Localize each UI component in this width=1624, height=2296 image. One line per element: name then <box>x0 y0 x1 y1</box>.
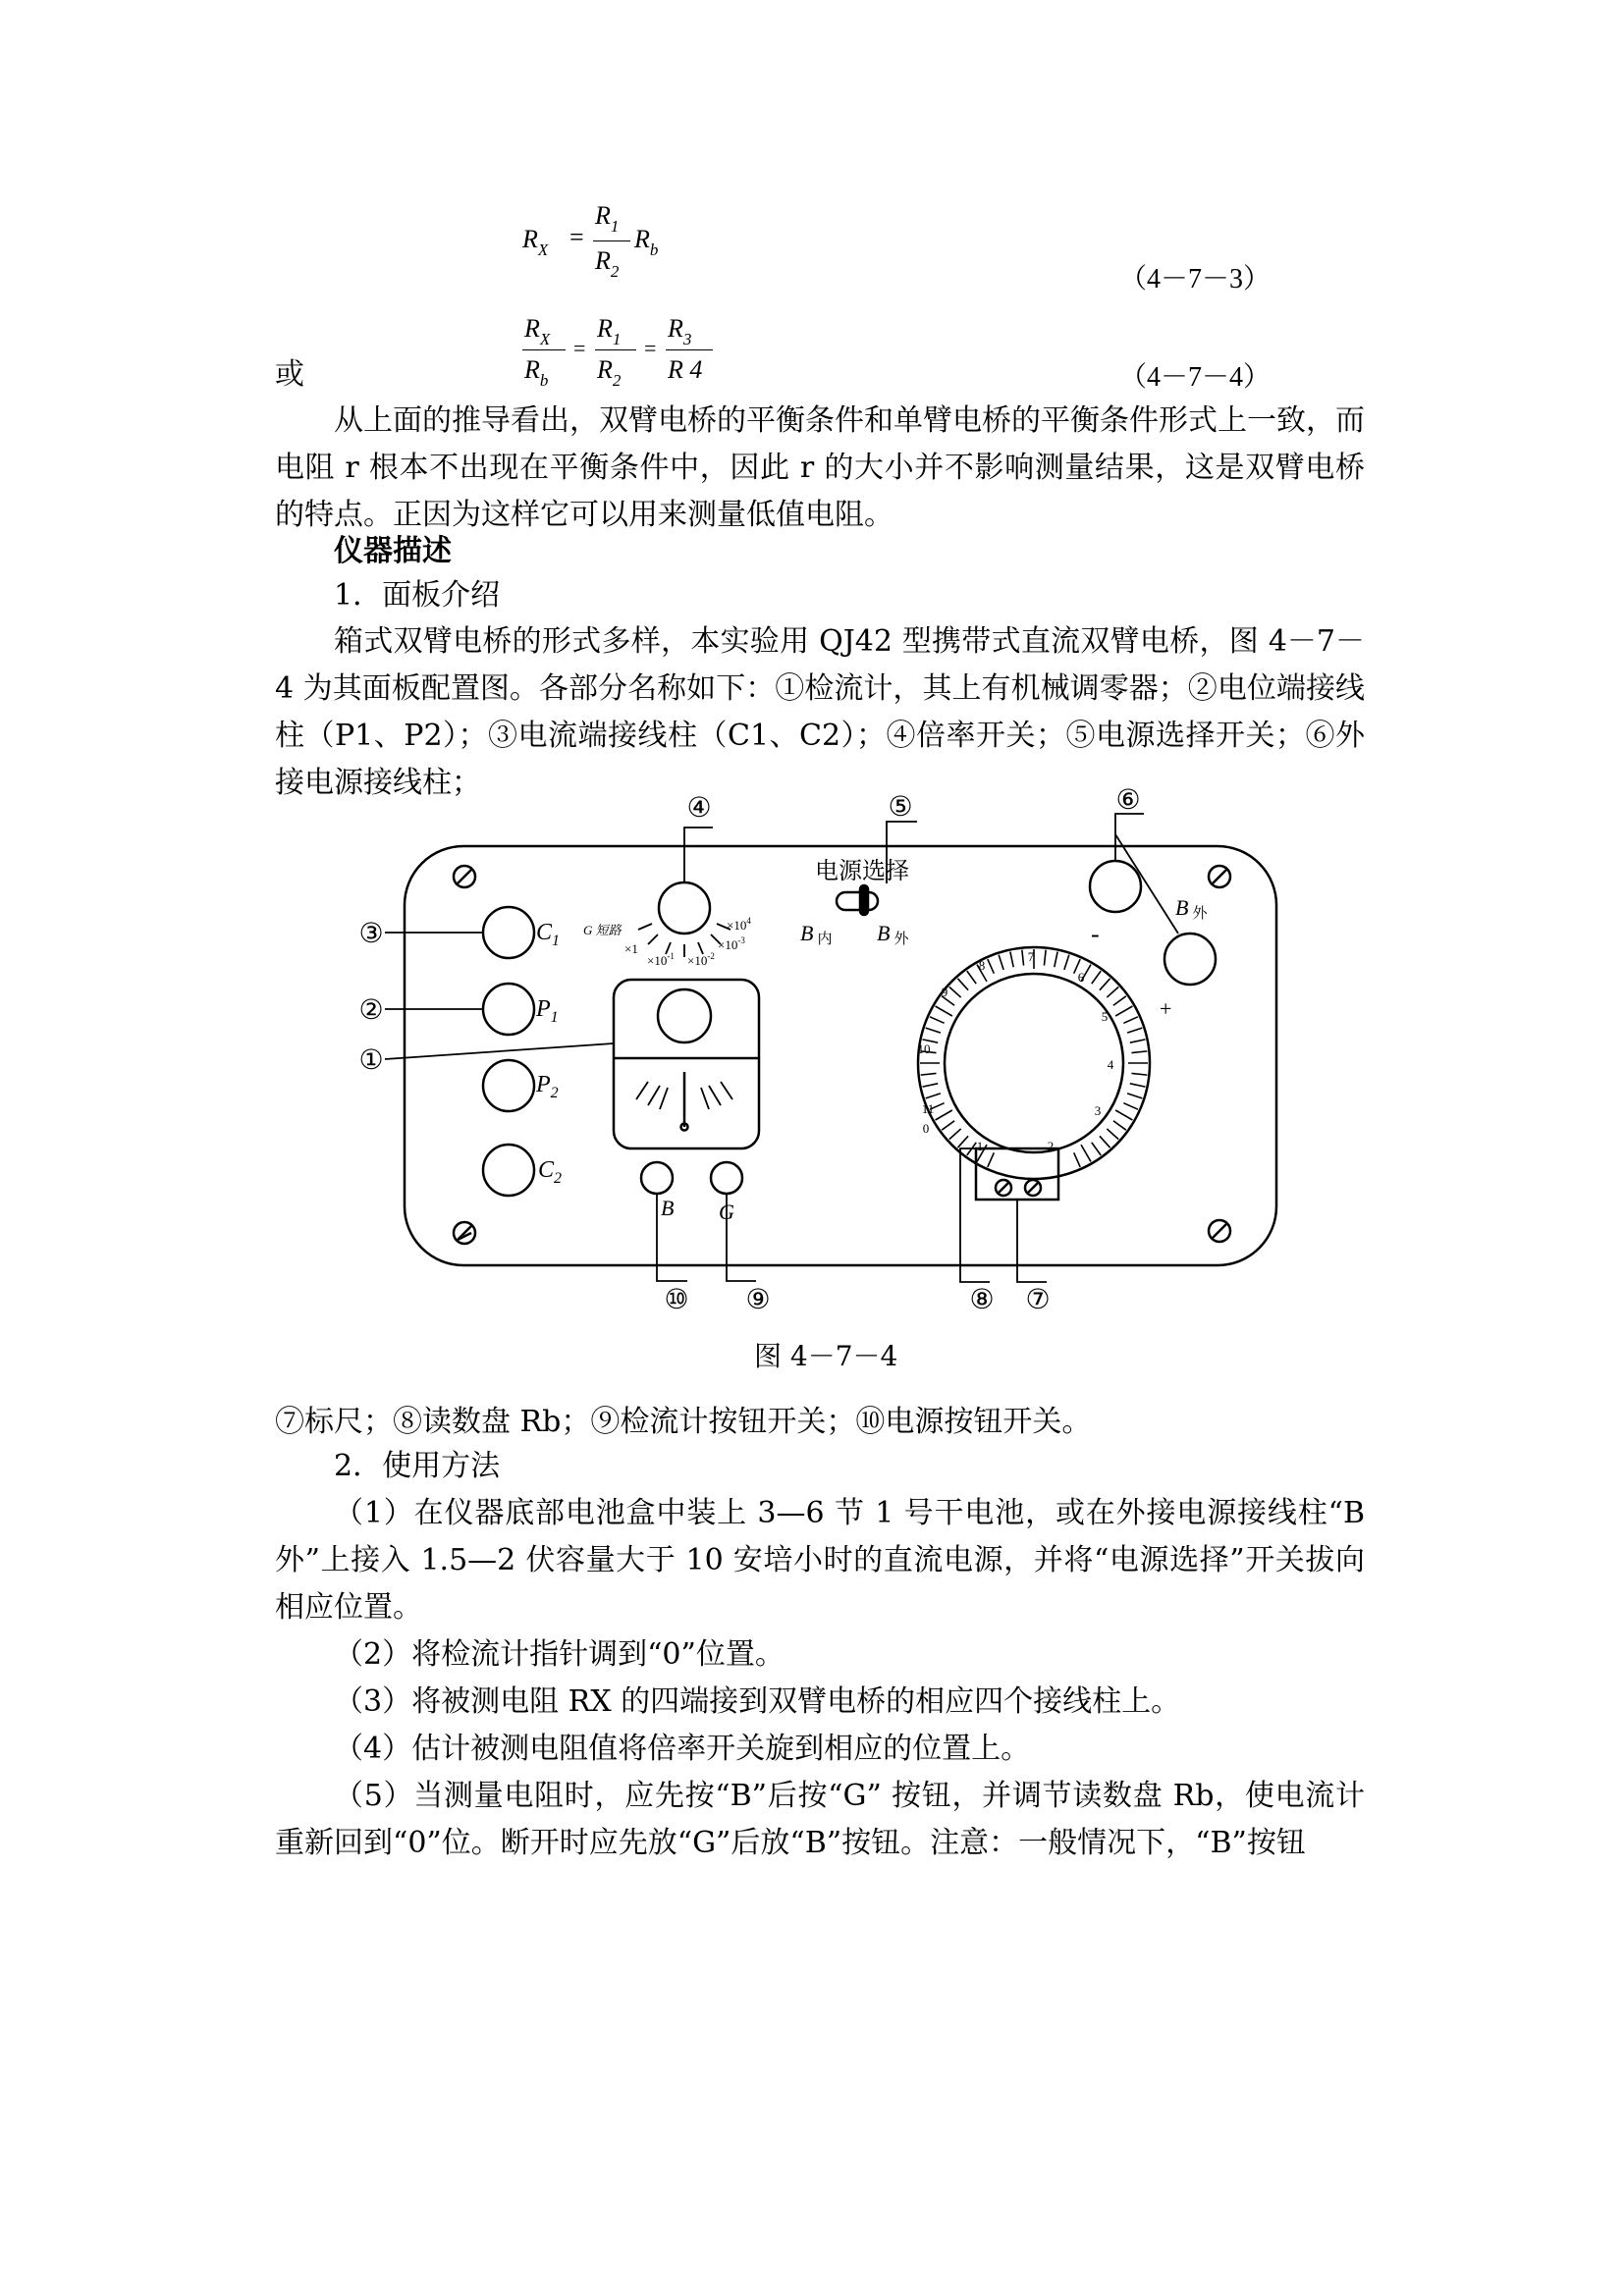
label-x10-minus2: $\times 10^{-2}$ <box>687 951 715 968</box>
callout-4: ④ <box>686 793 712 824</box>
step-4: （4）估计被测电阻值将倍率开关旋到相应的位置上。 <box>334 1732 1031 1766</box>
terminal-c1 <box>483 907 534 958</box>
dial-tick <box>1107 987 1118 997</box>
dial-tick <box>1115 1110 1132 1120</box>
dial-tick <box>921 1073 937 1075</box>
dial-tick <box>926 1028 941 1033</box>
section-heading: 仪器描述 <box>334 534 452 568</box>
dial-tick <box>1022 950 1024 966</box>
dial-tick <box>923 1084 939 1087</box>
power-select-toggle <box>837 892 878 910</box>
dial-tick <box>1107 1129 1118 1140</box>
label-x1: ×1 <box>624 941 638 956</box>
paragraph-balance-condition: 从上面的推导看出，双臂电桥的平衡条件和单臂电桥的平衡条件形式上一致，而电阻 r 根本不出现在平衡条件中，因此 r 的大小并不影响测量结果，这是双臂电桥的特点。正因为这样它可以用来测量低值电阻。 <box>275 403 1365 532</box>
callout-2: ② <box>358 995 384 1026</box>
label-c1: $C_1$ <box>536 920 561 949</box>
dial-tick <box>1074 1152 1081 1167</box>
callout-8: ⑧ <box>969 1285 995 1315</box>
dial-tick <box>949 1129 961 1140</box>
callout-leaders <box>385 814 1178 1282</box>
dial-tick <box>1123 1017 1138 1024</box>
step-2: （2）将检流计指针调到“0”位置。 <box>334 1637 785 1672</box>
dial-number-11: 11 <box>921 1101 935 1116</box>
eq2-number: （4－7－4） <box>1119 362 1272 393</box>
dial-tick <box>999 955 1003 970</box>
label-minus: - <box>1091 920 1100 948</box>
dial-tick <box>936 1110 952 1120</box>
dial-tick <box>957 1136 968 1148</box>
eq1-lhs: $R_X$ <box>522 225 549 259</box>
label-plus: + <box>1160 996 1172 1021</box>
power-button-b <box>641 1162 673 1194</box>
dial-tick <box>988 1152 995 1167</box>
dial-tick <box>1113 996 1126 1005</box>
step-1: （1）在仪器底部电池盒中装上 3—6 节 1 号干电池，或在外接电源接线柱“B 外”上接入 1.5—2 伏容量大于 10 安培小时的直流电源，并将“电源选择”开关拔向相应位置。 <box>275 1496 1365 1625</box>
dial-tick <box>957 979 968 990</box>
dial-number-7: 7 <box>1027 949 1035 964</box>
label-b-ext: B 外 <box>1175 895 1208 922</box>
dial-number-3: 3 <box>1094 1103 1102 1118</box>
callout-9: ⑨ <box>745 1285 771 1315</box>
label-power-select: 电源选择 <box>815 859 909 884</box>
dial-number-9: 9 <box>941 985 948 999</box>
callout-5: ⑤ <box>888 792 913 823</box>
external-terminal-minus <box>1090 861 1141 912</box>
dial-tick <box>1044 950 1046 966</box>
dial-tick <box>926 1094 941 1098</box>
label-p2: $P_2$ <box>536 1072 559 1101</box>
paragraph-parts-continued: ⑦标尺；⑧读数盘 Rb；⑨检流计按钮开关；⑩电源按钮开关。 <box>275 1405 1092 1439</box>
subheading-panel: 1．面板介绍 <box>334 578 501 613</box>
dial-tick <box>1113 1121 1126 1130</box>
equation-4-7-4: $R_X$ $R_b$ = $R_1$ $R_2$ = $R_3$ R 4 <box>522 314 758 393</box>
dial-number-1: 1 <box>976 1139 984 1153</box>
label-x10-minus3: $\times 10^{-3}$ <box>718 935 745 952</box>
dial-tick <box>930 1017 945 1024</box>
dial-number-2: 2 <box>1047 1139 1055 1153</box>
dial-tick <box>1064 955 1069 970</box>
terminal-c2 <box>483 1145 534 1196</box>
subheading-usage: 2．使用方法 <box>334 1449 501 1483</box>
label-x10-4: $\times 10^4$ <box>727 916 751 933</box>
step-3: （3）将被测电阻 RX 的四端接到双臂电桥的相应四个接线柱上。 <box>334 1684 1181 1719</box>
dial-tick <box>1092 1143 1101 1155</box>
dial-tick <box>1115 1006 1132 1016</box>
dial-tick <box>1081 1145 1091 1161</box>
label-c2: $C_2$ <box>538 1157 563 1187</box>
figure-caption: 图 4－7－4 <box>754 1340 898 1372</box>
dial-tick <box>1131 1073 1147 1075</box>
callout-3: ③ <box>358 919 384 949</box>
label-p1: $P_1$ <box>536 996 559 1026</box>
eq1-equals: = <box>569 223 584 251</box>
eq1-tail: $R_b$ <box>634 225 659 259</box>
multiplier-switch <box>659 882 710 934</box>
dial-tick <box>1010 952 1013 968</box>
step-5: （5）当测量电阻时，应先按“B”后按“G” 按钮，并调节读数盘 Rb，使电流计重新回到“0”位。断开时应先放“G”后放“B”按钮。注意：一般情况下，“B”按钮 <box>275 1779 1365 1860</box>
paragraph-panel-description: 箱式双臂电桥的形式多样，本实验用 QJ42 型携带式直流双臂电桥，图 4－7－4 为其面板配置图。各部分名称如下：①检流计，其上有机械调零器；②电位端接线柱（P1、P2）；③电流端接线柱（C1、C2）；④倍率开关；⑤电源选择开关；⑥外接电源接线柱； <box>275 624 1365 800</box>
dial-number-8: 8 <box>978 958 986 973</box>
dial-tick <box>936 1006 952 1016</box>
eq1-numerator: $R_1$ <box>595 201 620 236</box>
callout-1: ① <box>358 1045 384 1076</box>
dial-tick <box>1123 1103 1138 1110</box>
eq1-denominator: $R_2$ <box>595 246 620 281</box>
dial-number-6: 6 <box>1077 970 1085 985</box>
dial-numbers <box>918 949 1114 1153</box>
eq2-prefix: 或 <box>275 357 304 392</box>
callout-7: ⑦ <box>1025 1285 1051 1315</box>
scale-bracket <box>976 1148 1058 1200</box>
dial-tick <box>1127 1094 1142 1098</box>
label-button-b: B <box>661 1196 675 1220</box>
reading-dial-outer <box>918 947 1150 1179</box>
terminal-p2 <box>483 1060 534 1111</box>
dial-number-10: 10 <box>917 1041 931 1056</box>
dial-tick <box>1130 1084 1146 1087</box>
dial-number-4: 4 <box>1107 1057 1114 1072</box>
callout-10: ⑩ <box>664 1285 689 1315</box>
dial-tick <box>1127 1028 1142 1033</box>
terminal-p1 <box>483 984 534 1035</box>
multiplier-ticks <box>638 924 731 957</box>
callout-6: ⑥ <box>1115 785 1141 816</box>
dial-tick <box>988 959 995 974</box>
eq1-number: （4－7－3） <box>1119 264 1272 294</box>
dial-number-0: 0 <box>922 1121 930 1136</box>
dial-tick <box>1092 971 1101 984</box>
reading-dial-inner <box>945 974 1123 1152</box>
label-button-g: G <box>719 1200 734 1224</box>
dial-tick <box>1100 979 1110 990</box>
label-x10-minus1: $\times 10^{-1}$ <box>647 951 675 968</box>
dial-number-5: 5 <box>1101 1009 1109 1024</box>
label-b-in: B 内 <box>800 921 833 947</box>
galvanometer-button-g <box>711 1162 742 1194</box>
dial-tick <box>1100 1136 1110 1148</box>
galvanometer-zero-adjuster <box>658 989 711 1042</box>
corner-screws <box>454 866 1230 1244</box>
dial-tick <box>1055 952 1057 968</box>
label-b-out: B 外 <box>877 921 909 947</box>
dial-tick <box>1130 1040 1146 1042</box>
dial-tick <box>967 971 976 984</box>
external-terminal-plus <box>1164 934 1216 985</box>
dial-tick <box>1131 1051 1147 1053</box>
dial-tick <box>942 1121 954 1130</box>
dial-tick <box>949 987 961 997</box>
label-g-short: G 短路 <box>583 923 622 937</box>
